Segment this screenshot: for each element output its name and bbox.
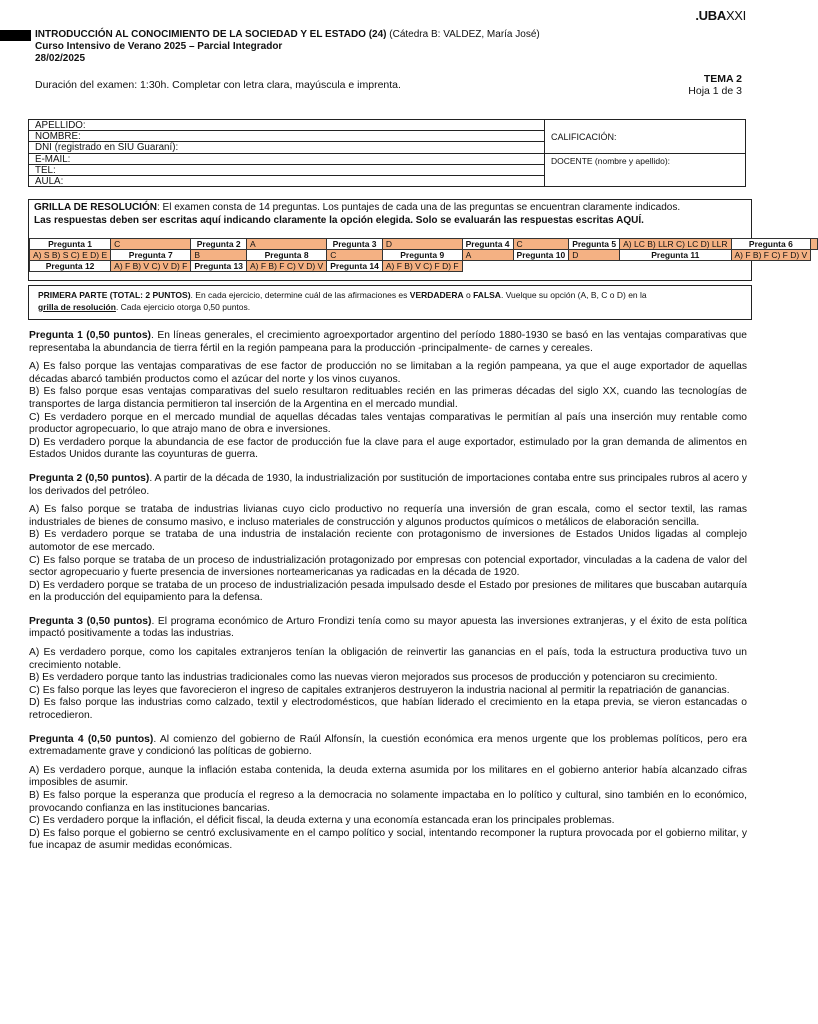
option-b: B) Es falso porque la esperanza que producía el regreso a la democracia no solamente impactaba en lo político y cultural, sino también en lo económico, provocando confianza en las instituciones bancarias.: [29, 790, 747, 814]
exam-duration: Duración del examen: 1:30h. Completar con letra clara, mayúscula e imprenta.: [35, 79, 401, 91]
question-2-options: [29, 504, 747, 605]
option-a: A) Es falso porque las ventajas comparativas de ese factor de producción no se limitaban a la región pampeana, ya que el auge exportador de aquellas décadas abarcó también productos como el azúcar del norte y los vinos cuyanos.: [29, 361, 747, 385]
field-dni[interactable]: DNI (registrado en SIU Guaraní):: [29, 142, 544, 153]
option-d: D) Es verdadero porque la abundancia de ese factor de producción fue la clave para el auge exportador, estimulado por la gran demanda de alimentos en Estados Unidos durante las coyunturas de guerra.: [29, 436, 747, 461]
grid-answer-cell[interactable]: B: [191, 250, 247, 261]
calificacion-field: CALIFICACIÓN:: [545, 120, 745, 154]
grid-question-label: Pregunta 4: [462, 239, 513, 250]
field-nombre[interactable]: NOMBRE:: [29, 131, 544, 142]
question-4: Pregunta 4 (0,50 puntos). Al comienzo del gobierno de Raúl Alfonsín, la cuestión económica era menos urgente que los problemas políticos, pero era extremadamente grave y condicionó las políticas de gobierno.: [29, 733, 747, 758]
grading-fields: [545, 120, 745, 186]
grid-answer-cell[interactable]: A) F B) V C) V D) F: [111, 261, 191, 272]
grid-answer-cell[interactable]: A) F B) F C) F D) V: [731, 250, 811, 261]
option-c: C) Es verdadero porque en el mercado mundial de aquellas décadas tales ventajas comparativas le permitían al país una inserción muy rentable como productor agropecuario, lo que atrajo mano de obra e inversiones.: [29, 411, 747, 436]
grid-answer-cell[interactable]: D: [569, 250, 620, 261]
grid-question-label: Pregunta 3: [327, 239, 383, 250]
page-counter: Hoja 1 de 3: [688, 85, 742, 97]
question-3-options: [29, 647, 747, 723]
answer-grid-row: [30, 261, 818, 272]
answer-grid-instructions: GRILLA DE RESOLUCIÓN: El examen consta de 14 preguntas. Los puntajes de cada una de las preguntas se encuentran claramente indicados. Las respuestas deben ser escritas aquí indicando claramente la opción elegida. Solo se evaluarán las respuestas escritas AQUÍ.: [34, 202, 681, 226]
option-b: B) Es falso porque esas ventajas comparativas del suelo resultaron redituables recién en las primeras décadas del siglo XX, cuando las tecnologías de transportes de larga distancia permitieron tal inserción de la Argentina en el mercado mundial.: [29, 386, 747, 410]
exam-date: 28/02/2025: [35, 53, 86, 64]
option-c: C) Es falso porque se trataba de un proceso de industrialización protagonizado por empresas con potencial exportador, vinculadas a la cadena de valor del sector agropecuario y fuerte presencia de inversiones norteamericanas ya radicadas en la década de 1920.: [29, 554, 747, 579]
grid-question-label: Pregunta 12: [30, 261, 111, 272]
grid-question-label: Pregunta 6: [731, 239, 811, 250]
option-d: D) Es falso porque las industrias como calzado, textil y electrodomésticos, que habían liderado el crecimiento en la etapa previa, se vieron estancadas o retrocedieron.: [29, 697, 747, 722]
grid-answer-cell[interactable]: [811, 239, 818, 250]
course-subtitle: Curso Intensivo de Verano 2025 – Parcial Integrador: [35, 41, 283, 52]
grid-question-label: Pregunta 8: [247, 250, 327, 261]
docente-field: DOCENTE (nombre y apellido):: [551, 156, 671, 166]
option-c: C) Es verdadero porque la inflación, el déficit fiscal, la deuda externa y una economía estancada eran los principales problemas.: [29, 815, 615, 827]
grid-answer-cell[interactable]: D: [382, 239, 462, 250]
grid-answer-cell[interactable]: C: [111, 239, 191, 250]
grid-answer-cell[interactable]: A) LC B) LLR C) LC D) LLR: [620, 239, 731, 250]
grid-question-label: Pregunta 10: [513, 250, 569, 261]
grid-question-label: Pregunta 2: [191, 239, 247, 250]
answer-grid-row: [30, 239, 818, 250]
course-title: INTRODUCCIÓN AL CONOCIMIENTO DE LA SOCIEDAD Y EL ESTADO (24) (Cátedra B: VALDEZ, María José): [35, 29, 540, 40]
uba-xxi-logo: .UBAXXI: [695, 8, 746, 23]
grid-answer-cell[interactable]: C: [327, 250, 383, 261]
grid-question-label: Pregunta 9: [382, 250, 462, 261]
answer-grid-row: [30, 250, 818, 261]
option-d: D) Es falso porque el gobierno se centró exclusivamente en el campo político y social, intentando recomponer la ruptura provocada por el gobierno militar, y fue incapaz de asumir medidas económicas.: [29, 827, 747, 852]
grid-question-label: Pregunta 7: [111, 250, 191, 261]
question-1: Pregunta 1 (0,50 puntos). En líneas generales, el crecimiento agroexportador argentino del período 1880-1930 se basó en las ventajas comparativas que representaba la abundancia de tierra fértil en la región pampeana para la producción -principalmente- de carnes y cereales.: [29, 330, 748, 354]
grid-answer-cell[interactable]: C: [513, 239, 569, 250]
option-c: C) Es falso porque las leyes que favorecieron el ingreso de capitales extranjeros destruyeron la industria nacional al permitir la repatriación de ganancias.: [29, 684, 730, 696]
grid-question-label: Pregunta 11: [620, 250, 731, 261]
grid-question-label: Pregunta 14: [327, 261, 383, 272]
option-a: A) Es verdadero porque, como los capitales extranjeros tenían la obligación de reinvertir las ganancias en el país, toda la estructura productiva tuvo un crecimiento notable.: [29, 647, 747, 671]
option-d: D) Es verdadero porque se trataba de un proceso de industrialización pesada impulsado desde el Estado por presiones de militares que buscaban autarquía en la producción del equipamiento para la defensa.: [29, 579, 747, 604]
grid-question-label: Pregunta 13: [191, 261, 247, 272]
field-apellido[interactable]: APELLIDO:: [29, 120, 544, 131]
primera-parte-instructions: PRIMERA PARTE (TOTAL: 2 PUNTOS). En cada ejercicio, determine cuál de las afirmaciones es VERDADERA o FALSA. Vuelque su opción (A, B, C o D) en la grilla de resolución. Cada ejercicio otorga 0,50 puntos.: [28, 285, 752, 320]
grid-question-label: Pregunta 5: [569, 239, 620, 250]
answer-grid-box: [28, 199, 808, 281]
questions-section: [29, 330, 747, 864]
option-a: A) Es verdadero porque, aunque la inflación estaba contenida, la deuda externa asumida por los militares en el gobierno anterior había alcanzado cifras imposibles de asumir.: [29, 764, 747, 789]
tema-label: TEMA 2: [703, 73, 742, 85]
field-tel[interactable]: TEL:: [29, 165, 544, 176]
grid-question-label: Pregunta 1: [30, 239, 111, 250]
answer-grid-table: [29, 238, 818, 272]
question-3: Pregunta 3 (0,50 puntos). El programa económico de Arturo Frondizi tenía como su mayor apuesta las inversiones extranjeras, y el éxito de esta política impactó positivamente a todas las industrias.: [29, 615, 747, 640]
grid-answer-cell[interactable]: A) F B) F C) V D) V: [247, 261, 327, 272]
student-id-box: [28, 119, 746, 187]
question-2: Pregunta 2 (0,50 puntos). A partir de la década de 1930, la industrialización por sustitución de importaciones contaba entre sus principales rubros al acero y los derivados del petróleo.: [29, 472, 747, 497]
question-4-options: [29, 765, 747, 853]
option-b: B) Es verdadero porque tanto las industrias tradicionales como las nuevas vieron mejorados sus procesos de producción y potenciaron su crecimiento.: [29, 672, 718, 684]
grid-answer-cell[interactable]: A: [462, 250, 513, 261]
field-email[interactable]: E-MAIL:: [29, 154, 544, 165]
grid-answer-cell[interactable]: A) F B) V C) F D) F: [382, 261, 462, 272]
student-fields: [29, 120, 545, 186]
option-a: A) Es falso porque se trataba de industrias livianas cuyo ciclo productivo no requería una inversión de gran escala, como el sector textil, las ramas industriales de bienes de consumo masivo, e incluso materiales de construcción y algunos productos químicos o metálicos de elaboración sencilla.: [29, 504, 747, 528]
grid-answer-cell[interactable]: A: [247, 239, 327, 250]
field-aula[interactable]: AULA:: [35, 175, 64, 187]
header-black-bar: [0, 30, 31, 41]
option-b: B) Es verdadero porque se trataba de una industria de instalación reciente con protagonismo de inversiones de Estados Unidos ligadas al complejo automotor de ese mercado.: [29, 529, 747, 553]
question-1-options: [29, 361, 747, 462]
grid-answer-cell[interactable]: A) S B) S C) E D) E: [30, 250, 111, 261]
